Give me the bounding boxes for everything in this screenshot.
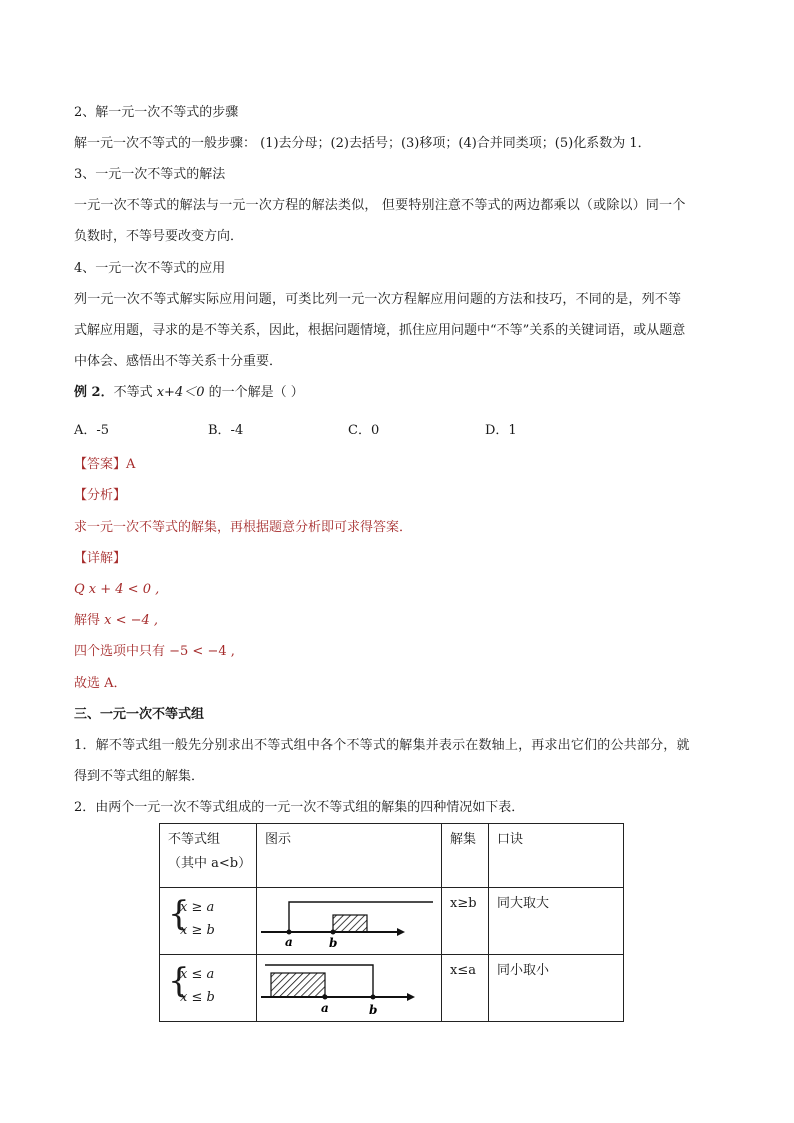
number-line-greater <box>257 888 441 950</box>
label-b: b <box>329 936 338 950</box>
header-cell-rule <box>489 824 624 888</box>
option-a: A．-5 <box>74 423 110 438</box>
header-cell-solution <box>442 824 489 888</box>
heading-steps: 2、解一元一次不等式的步骤 <box>74 105 239 120</box>
analysis-label: 【分析】 <box>74 488 127 503</box>
row1-rule: 同大取大 <box>497 896 550 911</box>
label-a: a <box>285 935 293 949</box>
brace-glyph: { <box>168 894 190 934</box>
inequality-table <box>159 823 624 1022</box>
example-question <box>74 385 724 401</box>
row2-solution: x≤a <box>450 963 476 978</box>
row1-ineq2: x ≥ b <box>180 923 215 938</box>
row2-ineq2: x ≤ b <box>180 990 215 1005</box>
heading-method: 3、一元一次不等式的解法 <box>74 167 226 182</box>
row1-solution: x≥b <box>450 896 477 911</box>
paragraph-method-1: 一元一次不等式的解法与一元一次方程的解法类似， 但要特别注意不等式的两边都乘以（或除以）同一个 <box>74 198 686 213</box>
label-b: b <box>369 1003 378 1017</box>
detail-label: 【详解】 <box>74 551 127 566</box>
table-header-row <box>160 824 624 888</box>
header-rule: 口诀 <box>497 832 524 847</box>
axis-arrow <box>397 928 405 936</box>
section-paragraph-1b: 得到不等式组的解集． <box>74 769 205 784</box>
row2-rule-cell <box>489 955 624 1022</box>
detail-step-4: 故选 A． <box>74 676 127 691</box>
detail-step-3 <box>74 644 724 660</box>
paragraph-method-2: 负数时，不等号要改变方向． <box>74 229 244 244</box>
step2-prefix: 解得 <box>74 613 105 628</box>
number-line-less <box>257 955 441 1017</box>
header-cell-diagram <box>257 824 442 888</box>
header-diagram: 图示 <box>265 832 292 847</box>
paragraph-steps: 解一元一次不等式的一般步骤： (1)去分母；(2)去括号；(3)移项；(4)合并同类项；(5)化系数为 1． <box>74 136 651 151</box>
section-title: 三、一元一次不等式组 <box>74 707 205 722</box>
row1-diagram-cell <box>257 888 442 955</box>
answer-label: 【答案】A <box>74 457 136 472</box>
detail-step-2 <box>74 613 724 629</box>
paragraph-application-3: 中体会、感悟出不等关系十分重要． <box>74 354 283 369</box>
option-d: D．1 <box>485 423 517 438</box>
header-system-line2: （其中 a<b） <box>168 856 252 871</box>
step3-prefix: 四个选项中只有 <box>74 644 170 659</box>
label-a: a <box>321 1001 329 1015</box>
point-a <box>323 995 328 1000</box>
shaded-solution-region <box>333 915 367 932</box>
row2-diagram-cell <box>257 955 442 1022</box>
option-b: B．-4 <box>208 423 244 438</box>
point-b <box>371 995 376 1000</box>
header-solution: 解集 <box>450 832 477 847</box>
example-label: 例 2． <box>74 385 114 400</box>
row2-system-cell <box>160 955 257 1022</box>
analysis-text: 求一元一次不等式的解集，再根据题意分析即可求得答案． <box>74 520 413 535</box>
step3-math: −5 < −4 , <box>169 644 235 659</box>
heading-application: 4、一元一次不等式的应用 <box>74 261 226 276</box>
option-c: C．0 <box>348 423 380 438</box>
row2-solution-cell <box>442 955 489 1022</box>
header-system-line1: 不等式组 <box>168 832 221 847</box>
question-prefix: 不等式 <box>113 385 157 400</box>
shaded-solution-region <box>271 973 325 997</box>
table-row <box>160 888 624 955</box>
row2-ineq1: x ≤ a <box>180 967 215 982</box>
question-math: x+4＜0 <box>156 385 205 400</box>
row1-solution-cell <box>442 888 489 955</box>
table-row <box>160 955 624 1022</box>
step2-math: x < −4 , <box>104 613 159 628</box>
section-paragraph-1a: 1．解不等式组一般先分别求出不等式组中各个不等式的解集并表示在数轴上，再求出它们的公共部分，就 <box>74 738 690 753</box>
paragraph-application-1: 列一元一次不等式解实际应用问题，可类比列一元一次方程解应用问题的方法和技巧，不同的是，列不等 <box>74 292 682 307</box>
row1-rule-cell <box>489 888 624 955</box>
question-suffix: 的一个解是（ ） <box>204 385 304 400</box>
section-paragraph-2: 2．由两个一元一次不等式组成的一元一次不等式组的解集的四种情况如下表． <box>74 800 525 815</box>
header-cell-system <box>160 824 257 888</box>
row2-rule: 同小取小 <box>497 963 550 978</box>
point-a <box>287 930 292 935</box>
paragraph-application-2: 式解应用题，寻求的是不等关系，因此，根据问题情境，抓住应用问题中“不等”关系的关键词语，或从题意 <box>74 323 686 338</box>
axis-arrow <box>407 993 415 1001</box>
brace-glyph: { <box>168 961 190 1001</box>
row1-ineq1: x ≥ a <box>180 900 215 915</box>
point-b <box>331 930 336 935</box>
row1-system-cell <box>160 888 257 955</box>
detail-step-1: Q x + 4 < 0 , <box>74 582 160 597</box>
